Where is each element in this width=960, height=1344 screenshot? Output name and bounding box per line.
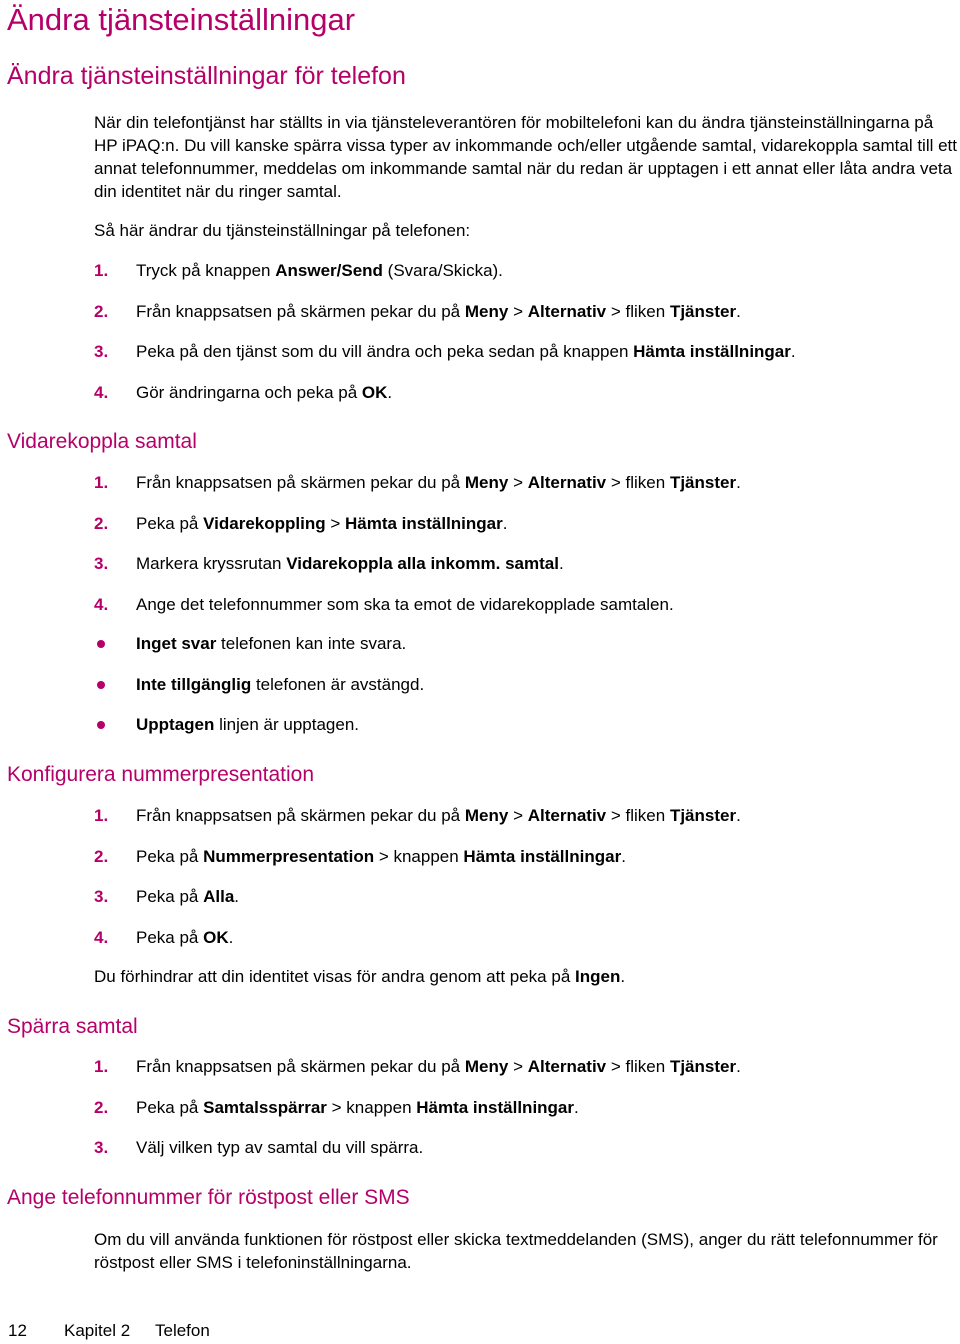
text-run: Peka på: [136, 887, 204, 906]
emphasized-term: Upptagen: [136, 715, 215, 734]
bullet-text: [136, 634, 406, 654]
text-run: Ange det telefonnummer som ska ta emot de vidarekopplade samtalen.: [136, 594, 674, 614]
emphasized-term: Tjänster: [669, 806, 737, 825]
emphasized-term: Ingen: [575, 967, 621, 986]
step-text: [136, 928, 233, 948]
step-number: 3.: [94, 1138, 109, 1157]
step-text: [136, 302, 741, 322]
text-run: Från knappsatsen på skärmen pekar du på: [136, 806, 465, 825]
text-run: Peka på den tjänst som du vill ändra och peka sedan på knappen: [136, 342, 634, 361]
section-title: Ändra tjänsteinställningar för telefon: [7, 62, 406, 90]
emphasized-term: Vidarekoppla alla inkomm. samtal: [286, 554, 559, 573]
text-run: .: [736, 301, 741, 321]
footer-chapter: Kapitel 2: [64, 1321, 131, 1340]
caller-id-heading: Konfigurera nummerpresentation: [7, 763, 315, 786]
emphasized-term: Meny: [464, 1057, 509, 1076]
text-run: Välj vilken typ av samtal du vill spärra.: [136, 1138, 424, 1157]
emphasized-term: Alla: [203, 887, 235, 906]
emphasized-term: Tjänster: [669, 473, 737, 492]
step-text: [136, 847, 626, 867]
emphasized-term: Samtalsspärrar: [203, 1097, 327, 1117]
emphasized-term: Meny: [464, 473, 509, 492]
step-text: [136, 1138, 423, 1158]
emphasized-term: Vidarekoppling: [203, 513, 326, 533]
step-text: [136, 1098, 579, 1118]
emphasized-term: Answer/Send: [275, 261, 383, 280]
bullet-text: [136, 715, 359, 735]
text-run: telefonen kan inte svara.: [216, 634, 407, 653]
emphasized-term: Alternativ: [527, 473, 607, 492]
step-text: [136, 595, 674, 615]
voicemail-heading: Ange telefonnummer för röstpost eller SMS: [7, 1186, 410, 1209]
block-heading: Spärra samtal: [7, 1015, 138, 1038]
text-run: >: [508, 806, 528, 825]
emphasized-term: Inget svar: [136, 634, 217, 653]
step-number: 1.: [94, 261, 109, 280]
text-run: .: [736, 473, 741, 492]
intro-paragraph: När din telefontjänst har ställts in via tjänsteleverantören för mobiltelefoni kan du ändra tjänsteinställningarna på HP iPAQ:n. Du vill kanske spärra vissa typer av inkommande och/eller utgående samtal, vidarekoppla samtal till ett annat telefonnummer, meddelas om inkommande samtal när du redan är upptagen i ett annat eller låta andra veta din identitet när du ringer samtal.: [94, 113, 957, 201]
text-run: > fliken: [606, 301, 670, 321]
step-text: [136, 342, 796, 362]
text-run: Från knappsatsen på skärmen pekar du på: [136, 1057, 465, 1076]
emphasized-term: Hämta inställningar: [344, 513, 503, 533]
text-run: Peka på: [136, 846, 204, 866]
text-run: > fliken: [606, 1057, 670, 1076]
emphasized-term: Meny: [464, 806, 509, 825]
step-number: 2.: [94, 513, 109, 533]
bullet-icon: [97, 721, 105, 729]
emphasized-term: Tjänster: [669, 1057, 737, 1076]
text-run: >: [508, 301, 528, 321]
step-number: 4.: [94, 382, 109, 402]
step-text: [136, 514, 507, 534]
text-run: Peka på: [136, 513, 204, 533]
step-number: 4.: [94, 594, 109, 614]
text-run: Tryck på knappen: [136, 261, 276, 280]
voicemail-paragraph: Om du vill använda funktionen för röstpost eller skicka textmeddelanden (SMS), anger du rätt telefonnummer för röstpost eller SMS i telefoninställningarna.: [94, 1230, 938, 1272]
text-run: Peka på: [136, 1097, 204, 1117]
step-text: [136, 554, 564, 574]
text-run: .: [228, 927, 234, 947]
emphasized-term: Alternativ: [527, 806, 607, 825]
text-run: (Svara/Skicka).: [382, 261, 503, 280]
text-run: linjen är upptagen.: [214, 715, 359, 734]
step-number: 1.: [94, 1057, 109, 1076]
text-run: .: [502, 513, 508, 533]
step-text: [136, 383, 392, 403]
text-run: Peka på: [136, 927, 204, 947]
forward-heading: Vidarekoppla samtal: [7, 430, 197, 453]
emphasized-term: Tjänster: [669, 301, 737, 321]
text-run: .: [621, 846, 626, 866]
text-run: .: [387, 382, 393, 402]
emphasized-term: Hämta inställningar: [463, 846, 622, 866]
text-run: >: [508, 473, 528, 492]
emphasized-term: Inte tillgänglig: [136, 674, 252, 694]
text-run: Markera kryssrutan: [136, 554, 287, 573]
step-number: 1.: [94, 806, 109, 825]
text-run: Från knappsatsen på skärmen pekar du på: [136, 473, 465, 492]
step-text: [136, 1057, 741, 1077]
emphasized-term: OK: [203, 927, 229, 947]
text-run: Gör ändringarna och peka på: [136, 382, 362, 402]
text-run: .: [558, 554, 564, 573]
step-number: 3.: [94, 887, 109, 906]
step-number: 2.: [94, 301, 109, 321]
text-run: .: [736, 1057, 741, 1076]
howto-text: Så här ändrar du tjänsteinställningar på telefonen:: [94, 221, 471, 240]
step-number: 2.: [94, 846, 109, 866]
page-number: 12: [8, 1321, 27, 1340]
bullet-icon: [97, 681, 105, 689]
emphasized-term: Hämta inställningar: [416, 1097, 575, 1117]
text-run: > fliken: [606, 806, 670, 825]
emphasized-term: Alternativ: [527, 1057, 607, 1076]
page-title: Ändra tjänsteinställningar: [7, 2, 356, 37]
text-run: >: [325, 513, 345, 533]
caller-id-note: [94, 967, 625, 987]
text-run: > knappen: [326, 1097, 417, 1117]
step-number: 2.: [94, 1097, 109, 1117]
step-text: [136, 887, 239, 907]
text-run: .: [574, 1097, 579, 1117]
text-run: .: [620, 967, 626, 986]
step-number: 4.: [94, 927, 109, 947]
emphasized-term: Hämta inställningar: [633, 342, 791, 361]
step-text: [136, 473, 741, 493]
bullet-icon: [97, 640, 105, 648]
text-run: .: [790, 342, 796, 361]
step-text: [136, 261, 503, 281]
step-number: 1.: [94, 473, 109, 492]
step-number: 3.: [94, 342, 109, 361]
text-run: .: [736, 806, 741, 825]
text-run: > fliken: [606, 473, 670, 492]
emphasized-term: Meny: [464, 301, 509, 321]
step-text: [136, 806, 741, 826]
text-run: > knappen: [374, 846, 464, 866]
text-run: .: [234, 887, 240, 906]
bullet-text: [136, 675, 424, 695]
step-number: 3.: [94, 554, 109, 573]
text-run: >: [508, 1057, 528, 1076]
footer-chapter-title: Telefon: [155, 1321, 210, 1340]
emphasized-term: Alternativ: [527, 301, 607, 321]
text-run: Du förhindrar att din identitet visas för andra genom att peka på: [94, 967, 575, 986]
text-run: Från knappsatsen på skärmen pekar du på: [136, 301, 465, 321]
emphasized-term: OK: [361, 382, 388, 402]
emphasized-term: Nummerpresentation: [203, 846, 375, 866]
text-run: telefonen är avstängd.: [251, 674, 425, 694]
